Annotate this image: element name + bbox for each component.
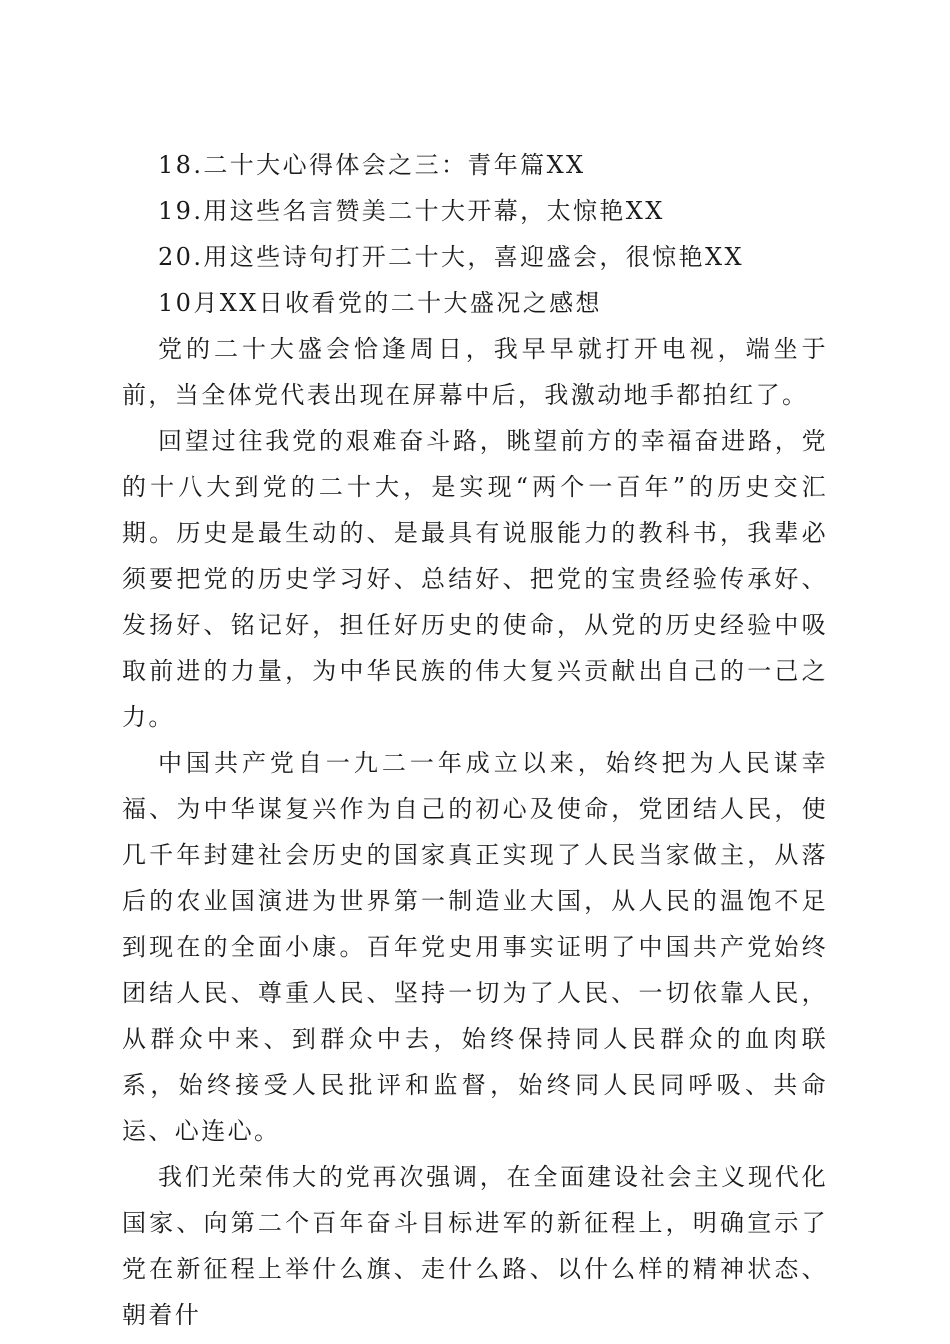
document-body: [122, 142, 828, 1338]
list-item: 19.用这些名言赞美二十大开幕，太惊艳XX: [158, 197, 665, 225]
paragraph: 中国共产党自一九二一年成立以来，始终把为人民谋幸福、为中华谋复兴作为自己的初心及使命，党团结人民，使几千年封建社会历史的国家真正实现了人民当家做主，从落后的农业国演进为世界第一制造业大国，从人民的温饱不足到现在的全面小康。百年党史用事实证明了中国共产党始终团结人民、尊重人民、坚持一切为了人民、一切依靠人民，从群众中来、到群众中去，始终保持同人民群众的血肉联系，始终接受人民批评和监督，始终同人民同呼吸、共命运、心连心。: [122, 749, 828, 1145]
article-title: 10月XX日收看党的二十大盛况之感想: [158, 289, 602, 317]
list-item: 18.二十大心得体会之三：青年篇XX: [158, 151, 586, 179]
paragraph: 我们光荣伟大的党再次强调，在全面建设社会主义现代化国家、向第二个百年奋斗目标进军的新征程上，明确宣示了党在新征程上举什么旗、走什么路、以什么样的精神状态、朝着什: [122, 1163, 828, 1329]
paragraph: 党的二十大盛会恰逢周日，我早早就打开电视，端坐于前，当全体党代表出现在屏幕中后，我激动地手都拍红了。: [122, 335, 828, 409]
list-item: 20.用这些诗句打开二十大，喜迎盛会，很惊艳XX: [158, 243, 744, 271]
paragraph: 回望过往我党的艰难奋斗路，眺望前方的幸福奋进路，党的十八大到党的二十大，是实现“两个一百年”的历史交汇期。历史是最生动的、是最具有说服能力的教科书，我辈必须要把党的历史学习好、总结好、把党的宝贵经验传承好、发扬好、铭记好，担任好历史的使命，从党的历史经验中吸取前进的力量，为中华民族的伟大复兴贡献出自己的一己之力。: [122, 427, 828, 731]
